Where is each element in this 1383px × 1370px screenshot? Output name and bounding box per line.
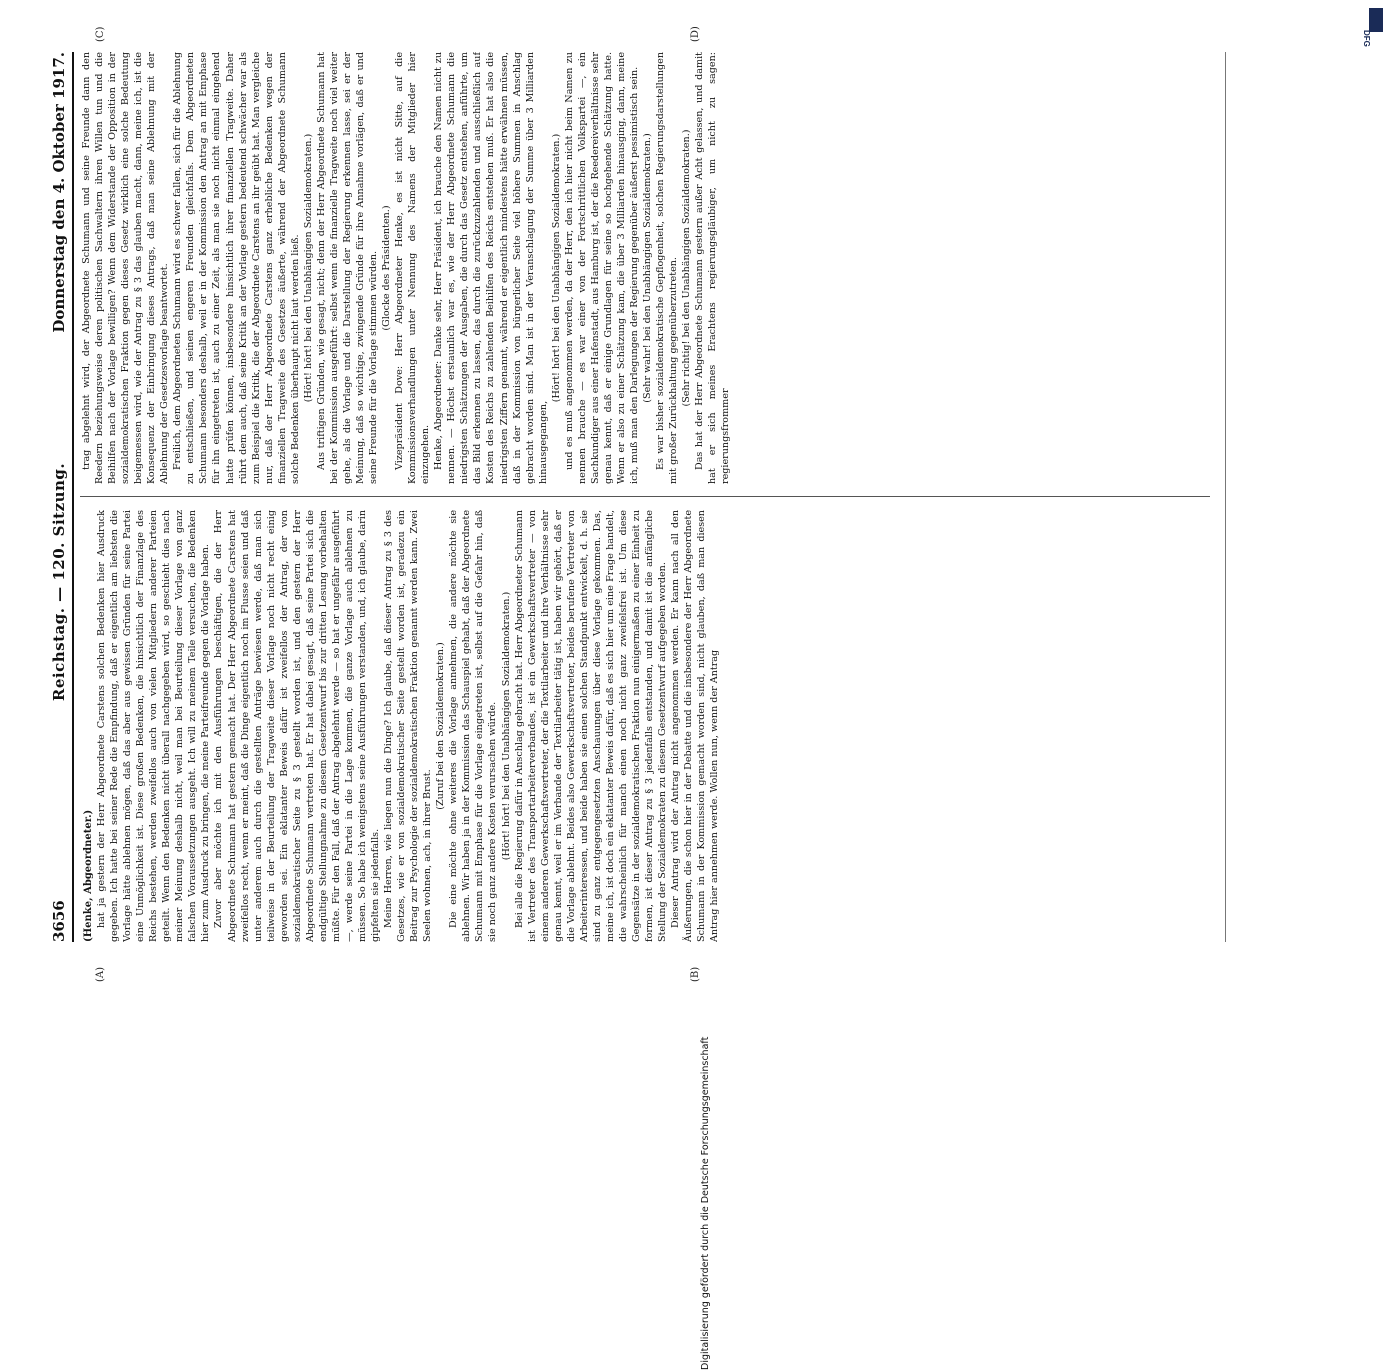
paragraph: Das hat der Herr Abgeordnete Schumann gestern außer Acht gelassen, und damit hat er sich meines Erachtens regierungsgläubiger, um nicht zu sagen: regierungsfrommer xyxy=(694,52,732,484)
paragraph: Die eine möchte ohne weiteres die Vorlage annehmen, die andere möchte sie ablehnen. Wir haben ja in der Kommission das Schauspiel gehabt, daß der Abgeordnete Schumann mit Emphase für die Vorlage eingetreten ist, selbst auf die Gefahr hin, daß sie noch ganz andere Kosten verursachen würde. xyxy=(448,510,499,942)
margin-marker-a: (A) xyxy=(95,966,106,982)
bottom-rule xyxy=(1225,52,1226,942)
digitization-note: Digitalisierung gefördert durch die Deutsche Forschungsgemeinschaft xyxy=(700,1036,711,1370)
speaker-tag: (Henke, Abgeordneter.) xyxy=(83,809,94,942)
session-title: Reichstag. — 120. Sitzung. xyxy=(50,462,68,702)
interjection: (Hört! hört! bei den Unabhängigen Sozialdemokraten.) xyxy=(302,133,314,403)
interjection: (Hört! hört! bei den Unabhängigen Sozialdemokraten.) xyxy=(550,133,562,403)
dfg-logo-icon xyxy=(1369,8,1383,32)
page-header xyxy=(50,52,70,942)
interjection: (Hört! hört! bei den Unabhängigen Sozialdemokraten.) xyxy=(500,591,512,861)
paragraph: Vizepräsident Dove: Herr Abgeordneter Henke, es ist nicht Sitte, auf die Kommissionsverhandlungen unter Nennung des Namens der Mitglieder hier einzugehen. xyxy=(394,52,432,484)
paragraph: und es muß angenommen werden, da der Herr, den ich hier nicht beim Namen zu nennen brauche — es war einer von der Fortschrittlichen Volkspartei —, ein Sachkundiger aus einer Hafenstadt, aus Hamburg ist, der die Reedereiverhältnisse sehr genau kennt, daß er einige Grundlagen für seine so hochgehende Schätzung hatte. Wenn er also zu einer Schätzung kam, die über 3 Milliarden hinausging, dann, meine ich, muß man den Darlegungen der Regierung gegenüber äußerst pessimistisch sein. xyxy=(563,52,640,484)
paragraph: Dieser Antrag wird der Antrag nicht angenommen werden. Er kann nach all den Äußerungen, die schon hier in der Debatte und die insbesondere der Herr Abgeordnete Schumann in der Kommission gemacht worden sind, nicht glauben, daß man diesen Antrag hier annehmen werde. Wollen nun, wenn der Antrag xyxy=(670,510,721,942)
paragraph: Henke, Abgeordneter: Danke sehr, Herr Präsident, ich brauche den Namen nicht zu nennen. — Höchst erstaunlich war es, wie der Herr Abgeordnete Schumann die niedrigsten Schätzungen der Ausgaben, die durch das Gesetz entstehen, anführte, um das Bild erkennen zu lassen, das durch die zurückzuzahlenden und ausschließlich auf Kosten des Reichs zu zahlenden Beihilfen des Reichs entstehen muß. Er hat also die niedrigsten Ziffern genannt, während er eigentlich mindestens hätte erwähnen müssen, daß in der Kommission von bürgerlicher Seite viel höhere Summen in Anschlag gebracht worden sind. Man ist in der Veranschlagung der Summe über 3 Milliarden hinausgegangen, xyxy=(433,52,549,484)
paragraph: hat ja gestern der Herr Abgeordnete Carstens solchen Bedenken hier Ausdruck gegeben. Ich hatte bei seiner Rede die Empfindung, daß er eigentlich am liebsten die Vorlage hätte ablehnen mögen, daß das aber aus gewissen Gründen für seine Partei eine Unmöglichkeit ist. Diese großen Bedenken, die hinsichtlich der Finanzlage des Reichs bestehen, werden zweifellos auch von vielen Mitgliedern anderer Parteien geteilt. Wenn den Bedenken nicht überall nachgegeben wird, so geschieht dies nach meiner Meinung deshalb nicht, weil man bei Beurteilung dieser Vorlage von ganz falschen Voraussetzungen ausgeht. Ich will zu meinem Teile versuchen, die Bedenken hier zum Ausdruck zu bringen, die meine Parteifreunde gegen die Vorlage haben. xyxy=(96,510,212,942)
interjection: (Glocke des Präsidenten.) xyxy=(381,205,393,331)
margin-marker-b: (B) xyxy=(690,966,701,982)
paragraph: Aus triftigen Gründen, wie gesagt, nicht; denn der Herr Abgeordnete Schumann hat bei der Kommission ausgeführt: selbst wenn die finanzielle Tragweite noch viel weiter gehe, als die Vorlage und die Darstellung der Regierung erkennen lasse, sei er der Meinung, daß so wichtige, zwingende Gründe für ihre Annahme vorlägen, daß er und seine Freunde für die Vorlage stimmen würden. xyxy=(315,52,380,484)
right-text-column xyxy=(80,52,1210,484)
margin-marker-c: (C) xyxy=(95,26,106,42)
header-rule xyxy=(72,52,74,942)
interjection: (Zuruf bei den Sozialdemokraten.) xyxy=(435,642,447,810)
paragraph: trag abgelehnt wird, der Abgeordnete Schumann und seine Freunde dann den Reedern beziehungsweise deren politischen Sachwaltern ihren Willen tun und die Beihilfen nach der Vorlage bewilligen? Wenn dem Widerstande der Opposition in der sozialdemokratischen Fraktion gegen dieses Gesetz wirklich eine solche Bedeutung beigemessen wird, wie der Antrag zu § 3 das glauben macht, dann, meine ich, ist die Konsequenz der Einbringung dieses Antrags, daß man seine Ablehnung mit der Ablehnung der Gesetzesvorlage beantwortet. xyxy=(81,52,171,484)
interjection: (Sehr wahr! bei den Unabhängigen Sozialdemokraten.) xyxy=(642,133,654,403)
dfg-logo-text: DFG xyxy=(1362,30,1371,47)
page-number: 3656 xyxy=(50,900,68,942)
left-text-column xyxy=(80,510,1210,942)
session-date: Donnerstag den 4. Oktober 1917. xyxy=(50,52,68,333)
paragraph: Meine Herren, wie liegen nun die Dinge? Ich glaube, daß dieser Antrag zu § 3 des Gesetzes, wie er von sozialdemokratischer Seite gestellt worden ist, geradezu ein Beitrag zur Psychologie der sozialdemokratischen Fraktion genannt werden kann. Zwei Seelen wohnen, ach, in ihrer Brust. xyxy=(383,510,434,942)
paragraph: Zuvor aber möchte ich mit den Ausführungen beschäftigen, die der Herr Abgeordnete Schumann hat gestern gemacht hat. Der Herr Abgeordnete Carstens hat zweifellos recht, wenn er meint, daß die Dinge eigentlich noch im Flusse seien und daß unter anderem auch durch die gestellten Anträge bewiesen werde, daß man sich teilweise in der Beurteilung der Tragweite dieser Vorlage noch nicht recht einig geworden sei. Ein eklatanter Beweis dafür ist zweifellos der Antrag, der von sozialdemokratischer Seite zu § 3 gestellt worden ist, und den gestern der Herr Abgeordnete Schumann vertreten hat. Er hat dabei gesagt, daß seine Partei sich die endgültige Stellungnahme zu diesem Gesetzentwurf bis zur dritten Lesung vorbehalten müßte. Für den Fall, daß der Antrag abgelehnt werde — so hat er ungefähr ausgeführt —, werde seine Partei in die Lage kommen, die ganze Vorlage auch ablehnen zu müssen. So habe ich wenigstens seine Ausführungen verstanden, und, ich glaube, darin gipfelten sie jedenfalls. xyxy=(213,510,382,942)
column-separator xyxy=(80,496,1210,497)
paragraph: Bei alle die Regierung dafür in Anschlag gebracht hat. Herr Abgeordneter Schumann ist Vertreter des Transportarbeiterverbandes, ist ein Gewerkschaftsvertreter — von einem anderen Gewerkschaftsvertreter, der die Textilarbeiter und ihre Verhältnisse sehr genau kennt, weil er im Verbande der Textilarbeiter tätig ist, haben wir gehört, daß er die Vorlage ablehnt. Beides also Gewerkschaftsvertreter, beides berufene Vertreter von Arbeiterinteressen, und beide haben sie einen solchen Standpunkt entwickelt, d. h. sie sind zu ganz entgegengesetzten Anschauungen über diese Vorlage gekommen. Das, meine ich, ist doch ein eklatanter Beweis dafür, daß es sich hier um eine Frage handelt, die wahrscheinlich für manch einen noch nicht ganz zweifelsfrei ist. Um diese Gegensätze in der sozialdemokratischen Fraktion nun einigermaßen zu einer Einheit zu formen, ist dieser Antrag zu § 3 jedenfalls entstanden, und damit ist die anfängliche Stellung der Sozialdemokraten zu diesem Gesetzentwurf aufgegeben worden. xyxy=(513,510,669,942)
paragraph: Freilich, dem Abgeordneten Schumann wird es schwer fallen, sich für die Ablehnung zu entschließen, und seinen engeren Freunden gleichfalls. Dem Abgeordneten Schumann besonders deshalb, weil er in der Kommission den Antrag an mit Emphase für ihn eingetreten ist, auch zu einer Zeit, als man sie noch nicht einmal eingehend hatte prüfen können, insbesondere hinsichtlich ihrer finanziellen Tragweite. Daher rührt dem auch, daß seine Kritik an der Vorlage gestern bedeutend schwächer war als zum Beispiel die Kritik, die der Abgeordnete Carstens an ihr geübt hat. Man vergleiche nur, daß der Herr Abgeordnete Carstens ganz erhebliche Bedenken wegen der finanziellen Tragweite des Gesetzes äußerte, während der Abgeordnete Schumann solche Bedenken überhaupt nicht laut werden ließ. xyxy=(172,52,301,484)
interjection: (Sehr richtig! bei den Unabhängigen Sozialdemokraten.) xyxy=(681,129,693,407)
paragraph: Es war bisher sozialdemokratische Gepflogenheit, solchen Regierungsdarstellungen mit großer Zurückhaltung gegenüberzutreten. xyxy=(655,52,680,484)
margin-marker-d: (D) xyxy=(690,26,701,42)
